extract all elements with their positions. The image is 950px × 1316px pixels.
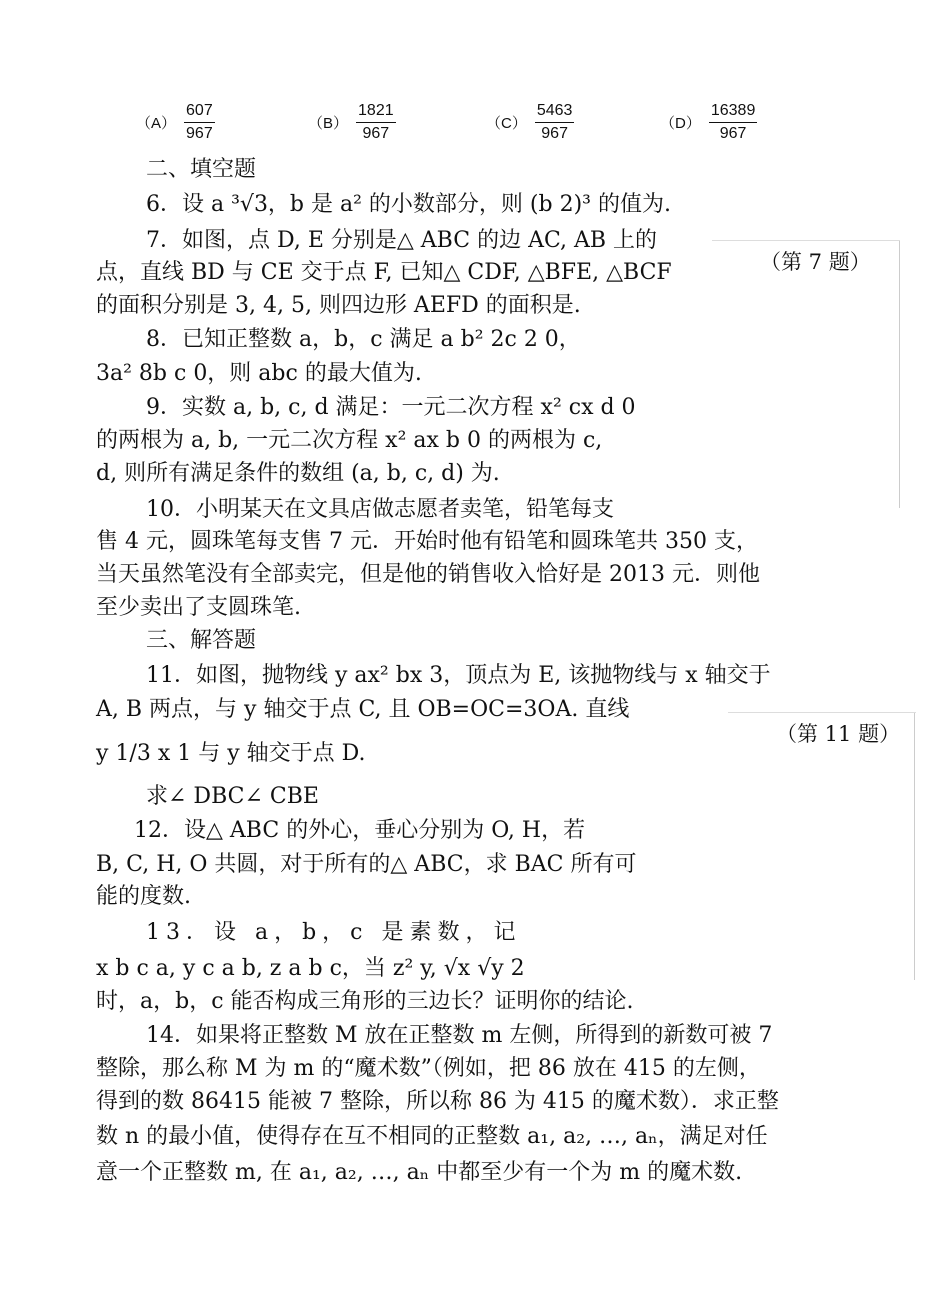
figure-7-frame bbox=[899, 240, 900, 508]
option-a bbox=[136, 100, 215, 145]
denominator: 967 bbox=[186, 125, 213, 142]
problem-10-line3: 当天虽然笔没有全部卖完，但是他的销售收入恰好是 2013 元．则他 bbox=[96, 562, 760, 587]
problem-12-line3: 能的度数. bbox=[96, 884, 191, 909]
problem-9-line3: d, 则所有满足条件的数组 (a, b, c, d) 为. bbox=[96, 461, 500, 486]
problem-14-line1: 14．如果将正整数 M 放在正整数 m 左侧，所得到的新数可被 7 bbox=[146, 1023, 773, 1048]
option-d bbox=[660, 100, 757, 145]
fraction bbox=[709, 100, 758, 145]
problem-12-line2: B, C, H, O 共圆，对于所有的△ ABC，求 BAC 所有可 bbox=[96, 852, 637, 877]
numerator: 607 bbox=[184, 100, 215, 123]
numerator: 5463 bbox=[535, 100, 575, 123]
section-heading-solve: 三、解答题 bbox=[146, 628, 257, 653]
problem-14-line2: 整除，那么称 M 为 m 的“魔术数”（例如，把 86 放在 415 的左侧， bbox=[96, 1056, 761, 1081]
figure-7-caption: （第 7 题） bbox=[760, 250, 871, 274]
problem-9-line1: 9．实数 a, b, c, d 满足：一元二次方程 x² cx d 0 bbox=[146, 395, 636, 420]
problem-13-line2: x b c a, y c a b, z a b c，当 z² y, √x √y 2 bbox=[96, 956, 525, 981]
fraction bbox=[184, 100, 215, 145]
problem-14-line4: 数 n 的最小值，使得存在互不相同的正整数 a₁, a₂, …, aₙ，满足对任 bbox=[96, 1124, 768, 1149]
denominator: 967 bbox=[541, 125, 568, 142]
problem-14-line3: 得到的数 86415 能被 7 整除，所以称 86 为 415 的魔术数）．求正整 bbox=[96, 1089, 779, 1114]
section-heading-fill-in: 二、填空题 bbox=[146, 157, 257, 182]
problem-12-line1: 12．设△ ABC 的外心，垂心分别为 O, H，若 bbox=[134, 818, 586, 843]
figure-7-frame-top bbox=[712, 240, 900, 241]
figure-11-frame-top bbox=[728, 712, 916, 713]
problem-10-line1: 10．小明某天在文具店做志愿者卖笔，铅笔每支 bbox=[146, 497, 614, 522]
problem-10-line4: 至少卖出了支圆珠笔. bbox=[96, 595, 301, 620]
option-letter: （C） bbox=[486, 115, 527, 132]
figure-11-frame bbox=[914, 712, 915, 980]
numerator: 16389 bbox=[709, 100, 758, 123]
problem-13-line3: 时，a，b，c 能否构成三角形的三边长？证明你的结论. bbox=[96, 989, 634, 1014]
problem-11-line1: 11．如图，抛物线 y ax² bx 3，顶点为 E, 该抛物线与 x 轴交于 bbox=[146, 663, 771, 688]
option-letter: （A） bbox=[136, 115, 177, 132]
problem-7-line2: 点，直线 BD 与 CE 交于点 F, 已知△ CDF, △BFE, △BCF bbox=[96, 260, 672, 285]
problem-10-line2: 售 4 元，圆珠笔每支售 7 元．开始时他有铅笔和圆珠笔共 350 支， bbox=[96, 529, 758, 554]
problem-7-line1: 7．如图，点 D, E 分别是△ ABC 的边 AC, AB 上的 bbox=[146, 228, 658, 253]
denominator: 967 bbox=[362, 125, 390, 142]
option-c bbox=[486, 100, 574, 145]
option-letter: （B） bbox=[308, 115, 349, 132]
fraction bbox=[356, 100, 396, 145]
problem-9-line2: 的两根为 a, b, 一元二次方程 x² ax b 0 的两根为 c, bbox=[96, 428, 603, 453]
problem-11-line3: y 1/3 x 1 与 y 轴交于点 D. bbox=[96, 741, 366, 766]
numerator: 1821 bbox=[356, 100, 396, 123]
problem-8-line2: 3a² 8b c 0，则 abc 的最大值为. bbox=[96, 361, 422, 386]
denominator: 967 bbox=[719, 125, 747, 142]
problem-11-line2: A, B 两点，与 y 轴交于点 C, 且 OB=OC=3OA. 直线 bbox=[96, 697, 630, 722]
problem-13-line1: 13．设 a，b，c 是素数，记 bbox=[146, 920, 522, 945]
figure-11-caption: （第 11 题） bbox=[776, 722, 901, 746]
problem-11-line4: 求∠ DBC∠ CBE bbox=[146, 784, 319, 809]
fraction bbox=[535, 100, 575, 145]
answer-options bbox=[96, 100, 856, 156]
option-letter: （D） bbox=[660, 115, 701, 132]
problem-7-line3: 的面积分别是 3, 4, 5, 则四边形 AEFD 的面积是. bbox=[96, 293, 581, 318]
problem-8-line1: 8．已知正整数 a，b，c 满足 a b² 2c 2 0， bbox=[146, 327, 581, 352]
problem-6: 6．设 a ³√3，b 是 a² 的小数部分，则 (b 2)³ 的值为. bbox=[146, 192, 671, 217]
problem-14-line5: 意一个正整数 m, 在 a₁, a₂, …, aₙ 中都至少有一个为 m 的魔术数. bbox=[96, 1160, 743, 1185]
option-b bbox=[308, 100, 396, 145]
